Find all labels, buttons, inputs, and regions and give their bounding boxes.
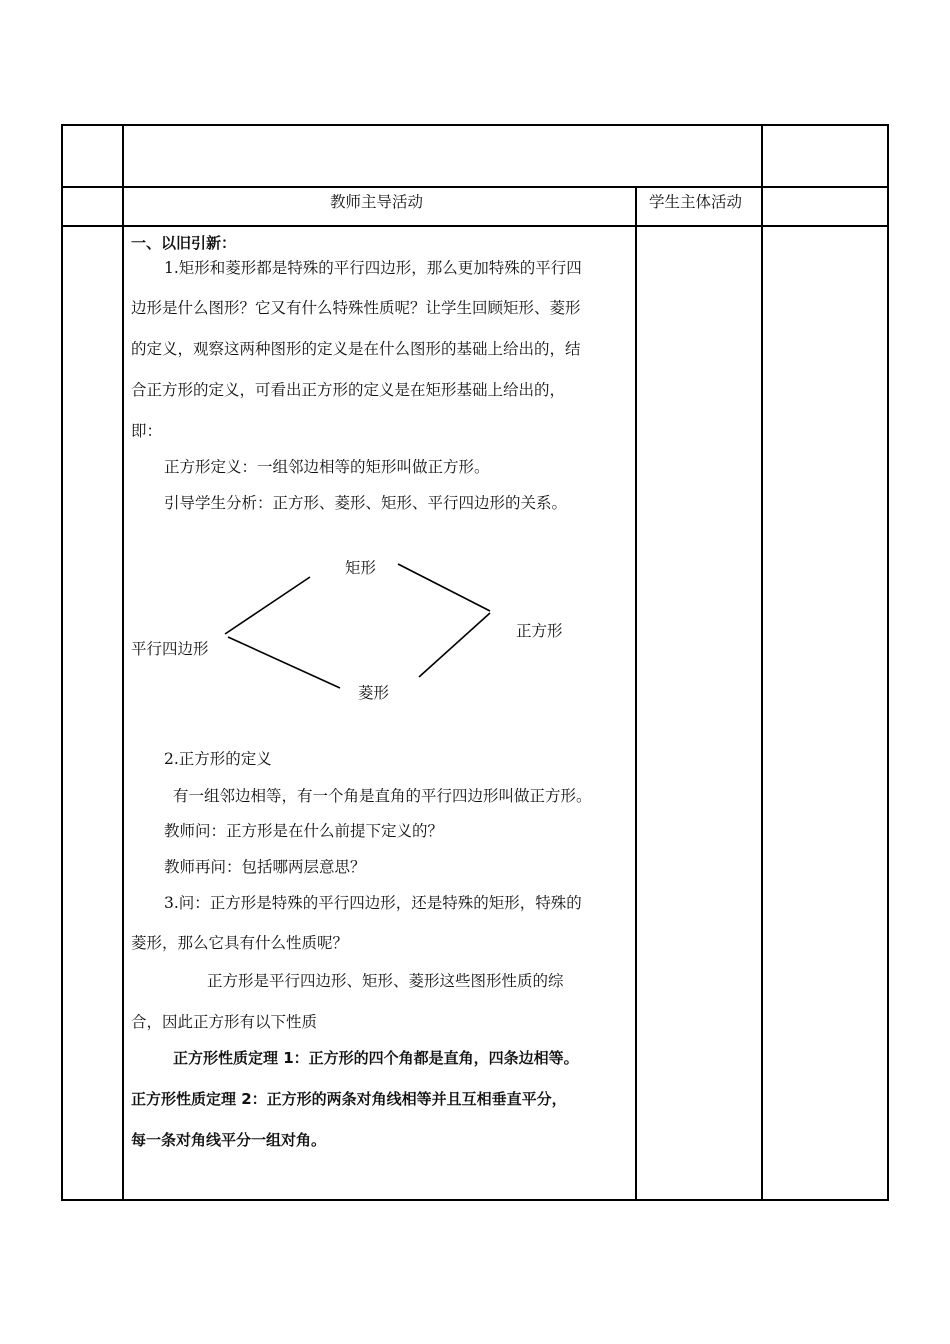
guide-analysis: 引导学生分析：正方形、菱形、矩形、平行四边形的关系。 — [164, 494, 568, 512]
theorem-2-line-1: 正方形性质定理 2：正方形的两条对角线相等并且互相垂直平分， — [131, 1090, 567, 1108]
paragraph-1-line-1: 1.矩形和菱形都是特殊的平行四边形，那么更加特殊的平行四 — [164, 259, 582, 277]
teacher-activity-header: 教师主导活动 — [330, 193, 424, 211]
paragraph-3-line-2: 菱形，那么它具有什么性质呢？ — [131, 934, 349, 952]
paragraph-4-line-2: 合，因此正方形有以下性质 — [131, 1013, 318, 1031]
diagram-label-rectangle: 矩形 — [345, 559, 377, 577]
teacher-question-1: 教师问：正方形是在什么前提下定义的？ — [164, 822, 444, 840]
edge-parallelogram-rhombus — [228, 637, 340, 688]
edge-parallelogram-rectangle — [225, 577, 310, 634]
paragraph-2-title: 2.正方形的定义 — [164, 750, 272, 768]
theorem-2-line-2: 每一条对角线平分一组对角。 — [131, 1131, 327, 1149]
diagram-label-parallelogram: 平行四边形 — [131, 640, 209, 658]
diagram-label-square: 正方形 — [516, 622, 563, 640]
edge-rhombus-square — [419, 613, 490, 677]
paragraph-1-line-2: 边形是什么图形？它又有什么特殊性质呢？让学生回顾矩形、菱形 — [131, 299, 581, 317]
theorem-1: 正方形性质定理 1：正方形的四个角都是直角，四条边相等。 — [173, 1049, 579, 1067]
paragraph-4-line-1: 正方形是平行四边形、矩形、菱形这些图形性质的综 — [207, 972, 564, 990]
edge-rectangle-square — [398, 564, 490, 611]
paragraph-1-line-4: 合正方形的定义，可看出正方形的定义是在矩形基础上给出的， — [131, 381, 566, 399]
paragraph-2-definition: 有一组邻边相等，有一个角是直角的平行四边形叫做正方形。 — [173, 787, 592, 805]
paragraph-3-line-1: 3.问：正方形是特殊的平行四边形，还是特殊的矩形，特殊的 — [164, 894, 582, 912]
paragraph-1-line-5: 即： — [131, 422, 163, 440]
diagram-label-rhombus: 菱形 — [358, 684, 390, 702]
student-activity-header: 学生主体活动 — [649, 193, 743, 211]
paragraph-1-line-3: 的定义，观察这两种图形的定义是在什么图形的基础上给出的，结 — [131, 340, 581, 358]
section-title: 一、以旧引新： — [131, 234, 237, 252]
square-definition: 正方形定义：一组邻边相等的矩形叫做正方形。 — [164, 458, 490, 476]
teacher-question-2: 教师再问：包括哪两层意思？ — [164, 858, 366, 876]
